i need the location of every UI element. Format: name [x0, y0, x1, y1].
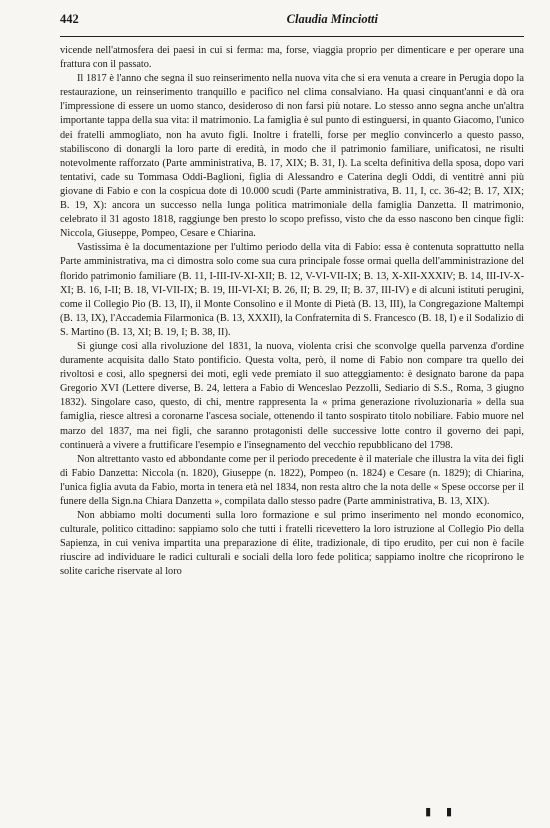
paragraph-continuation: vicende nell'atmosfera dei paesi in cui si ferma: ma, forse, viaggia proprio per dimenticare e per operare una frattura con il passato.	[60, 45, 524, 71]
page-number: 442	[60, 12, 79, 26]
paragraph-documentazione: Vastissima è la documentazione per l'ultimo periodo della vita di Fabio: essa è contenuta soprattutto nella Parte amministrativa, ma ci dimostra solo come sua cura principale fosse ormai quella dell'amministrazione del florido patrimonio familiare (B. 11, I-III-IV-XI-XII; B. 12, V-VI-VII-IX; B. 13, X-XII-XXXIV; B. 14, III-IV-X-XI; B. 16, I-II; B. 18, VI-VII-IX; B. 19, III-VI-XI; B. 26, II; B. 29, II; B. 37, III-IV) e di alcuni istituti perugini, come il Collegio Pio (B. 13, II), il Monte Consolino e il Monte di Pietà (B. 13, III), la Congregazione Maltempi (B. 13, IX), l'Accademia Filarmonica (B. 13, XXXII), la Confraternita di S. Francesco (B. 18, I) e il Sodalizio di S. Martino (B. 13, XI; B. 19, I; B. 38, II).	[60, 242, 524, 338]
paragraph-rivoluzione-1831: Si giunge così alla rivoluzione del 1831, la nuova, violenta crisi che sconvolge quella parvenza d'ordine duramente acquisita dallo Stato pontificio. Questa volta, però, il nome di Fabio non compare tra quello dei rivoltosi e così, allo spegnersi dei moti, egli vede premiato il suo atteggiamento: è designato barone da papa Gregorio XVI (Lettere diverse, B. 24, lettera a Fabio di Wenceslao Pezzolli, Sediario di S.S., Roma, 3 giugno 1832). Singolare caso, questo, di chi, mentre rappresenta la « prima generazione rivoluzionaria » della sua famiglia, riesce altresì a coronarne l'ascesa sociale, ottenendo il tanto sospirato titolo nobiliare. Fabio muore nel marzo del 1837, ma nei figli, che saranno protagonisti delle successive lotte contro il governo dei papi, continuerà a vivere a fruttificare l'esempio e l'insegnamento del vecchio repubblicano del 1798.	[60, 340, 524, 451]
paragraph-formazione: Non abbiamo molti documenti sulla loro formazione e sul primo inserimento nel mondo economico, culturale, politico cittadino: sappiamo solo che tutti i fratelli ricevettero la loro istruzione al Collegio Pio della Sapienza, in cui veniva impartita una preparazione di élite, tradizionale, di tipo erudito, per cui non è facile riuscire ad individuare le radici culturali e sociali della loro fede politica; sappiamo inoltre che ricoprirono le solite cariche riservate al loro	[60, 510, 524, 578]
running-head: Claudia Minciotti	[286, 12, 378, 26]
paragraph-figli: Non altrettanto vasto ed abbondante come per il periodo precedente è il materiale che illustra la vita dei figli di Fabio Danzetta: Niccola (n. 1820), Giuseppe (n. 1822), Pompeo (n. 1824) e Cesare (n. 1829); di Chiarina, l'unica figlia avuta da Fabio, morta in tenera età nel 1834, non resta altro che la nota delle « Spese occorse per il funere della Sign.na Chiara Danzetta », compilata dallo stesso padre (Parte amministrativa, B. 13, XIX).	[60, 453, 524, 507]
footer-marks: ▮ ▮	[425, 806, 458, 818]
header-rule	[60, 36, 524, 37]
body-text	[60, 44, 524, 580]
paragraph-matrimonio: Il 1817 è l'anno che segna il suo reinserimento nella nuova vita che si era venuta a creare in Perugia dopo la restaurazione, un reinserimento tranquillo e pacifico nel clima consalviano. Ha quasi cinquant'anni e dà ora l'impressione di essere un uomo stanco, desideroso di non farsi più notare. Lo stesso anno segna anche un'altra importante tappa della sua vita: il matrimonio. La famiglia è sul punto di estinguersi, in quanto Giacomo, l'unico dei fratelli ammogliato, non ha avuto figli. Inoltre i fratelli, forse per meglio convincerlo a questo passo, stabiliscono di donargli la loro parte di eredità, in modo che il patrimonio familiare, unificatosi, ne risulti notevolmente rafforzato (Parte amministrativa, B. 17, XIX; B. 31, I). La scelta definitiva della sposa, dopo vari tentativi, cade su Tommasa Oddi-Baglioni, figlia di Alessandro e Caterina degli Oddi, di ventitrè anni più giovane di Fabio e con la cospicua dote di 10.000 scudi (Parte amministrativa, B. 11, I, cc. 36-42; B. 17, XIX; B. 19, X): ancora un successo nella lunga politica matrimoniale della famiglia Danzetta. Il matrimonio, celebrato il 31 agosto 1818, raggiunge ben presto lo scopo prefisso, visto che da esso nascono ben cinque figli: Niccola, Giuseppe, Pompeo, Cesare e Chiarina.	[60, 73, 524, 240]
page-header	[60, 12, 524, 34]
